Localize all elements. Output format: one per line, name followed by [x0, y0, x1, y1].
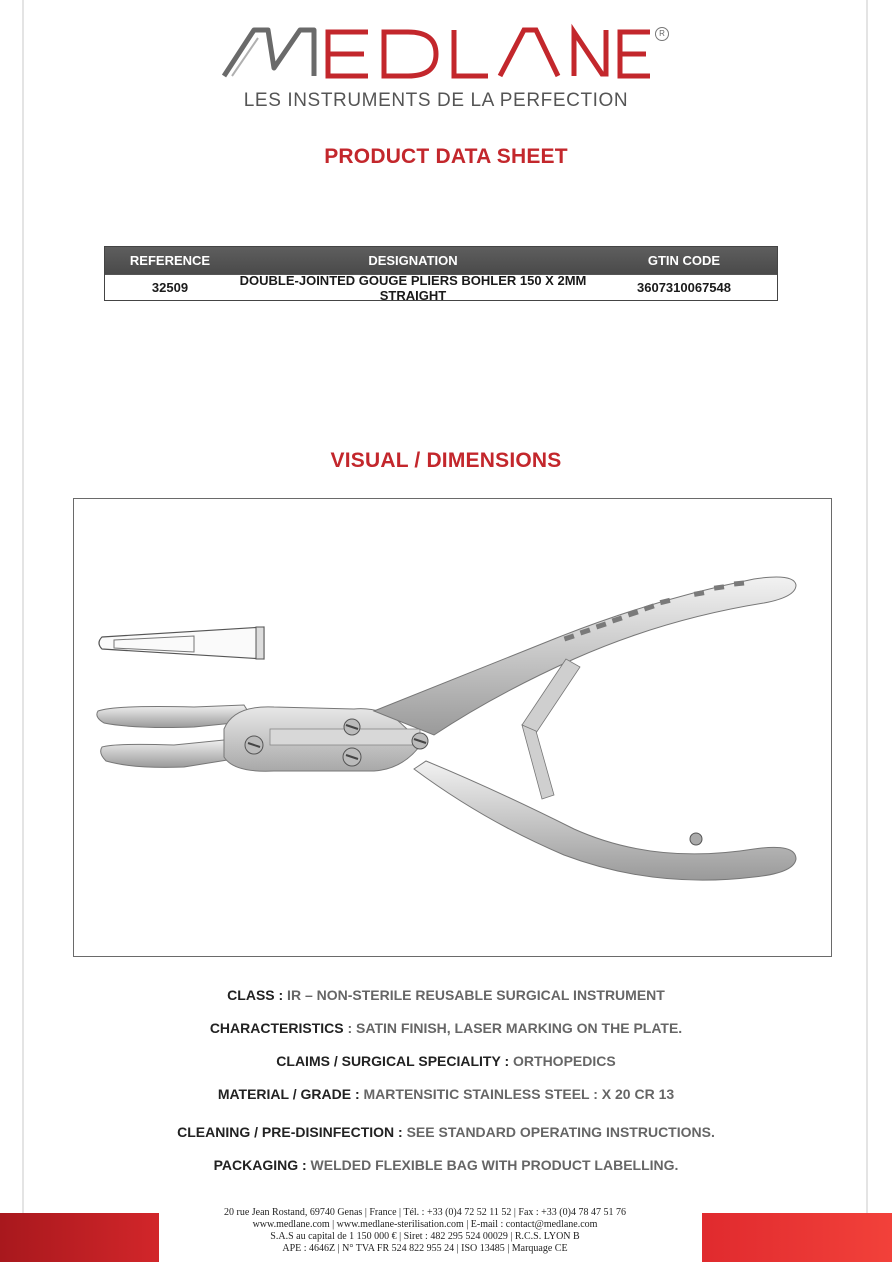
tip-detail-drawing — [99, 627, 264, 659]
cell-reference: 32509 — [151, 280, 189, 295]
spec-packaging-label: PACKAGING : — [213, 1157, 307, 1173]
cell-designation: DOUBLE-JOINTED GOUGE PLIERS BOHLER 150 X 2MM STRAIGHT — [239, 272, 587, 303]
product-data-sheet-title: PRODUCT DATA SHEET — [324, 145, 568, 168]
table-row — [105, 272, 777, 303]
header-designation: DESIGNATION — [368, 253, 458, 268]
registered-mark: R — [655, 27, 669, 41]
footer-address: 20 rue Jean Rostand, 69740 Genas | France | Tél. : +33 (0)4 72 52 11 52 | Fax : +33 (0)4 78 47 51 76 — [224, 1207, 626, 1218]
footer-red-bar-left — [0, 1213, 159, 1262]
spec-material-value: MARTENSITIC STAINLESS STEEL : X 20 CR 13 — [359, 1086, 675, 1102]
brand-tagline: LES INSTRUMENTS DE LA PERFECTION — [243, 90, 629, 111]
spec-characteristics — [0, 1020, 892, 1036]
spec-packaging — [0, 1157, 892, 1173]
spec-characteristics-label: CHARACTERISTICS — [209, 1020, 344, 1036]
header-reference: REFERENCE — [129, 253, 211, 268]
table-header-row — [105, 247, 777, 274]
footer-certifications: APE : 4646Z | N° TVA FR 524 822 955 24 | ISO 13485 | Marquage CE — [282, 1243, 568, 1254]
footer-web-links: www.medlane.com | www.medlane-sterilisation.com | E-mail : contact@medlane.com — [252, 1219, 598, 1230]
spec-claims — [0, 1053, 892, 1069]
spec-characteristics-value: : SATIN FINISH, LASER MARKING ON THE PLATE. — [343, 1020, 683, 1036]
gouge-pliers-illustration — [74, 499, 831, 956]
medlane-wordmark — [218, 18, 658, 88]
spec-cleaning — [0, 1124, 892, 1140]
footer-company-info — [200, 1207, 650, 1255]
page-margin-line-left — [22, 0, 24, 1262]
page-margin-line-right — [866, 0, 868, 1262]
reference-table — [104, 246, 778, 301]
spec-claims-value: ORTHOPEDICS — [509, 1053, 616, 1069]
product-visual-frame — [73, 498, 832, 957]
header-gtin-code: GTIN CODE — [647, 253, 721, 268]
spec-material-label: MATERIAL / GRADE : — [217, 1086, 360, 1102]
spec-cleaning-value: SEE STANDARD OPERATING INSTRUCTIONS. — [402, 1124, 715, 1140]
spec-cleaning-label: CLEANING / PRE-DISINFECTION : — [177, 1124, 403, 1140]
spec-class — [0, 987, 892, 1003]
spec-packaging-value: WELDED FLEXIBLE BAG WITH PRODUCT LABELLING. — [306, 1157, 679, 1173]
cell-gtin-code: 3607310067548 — [637, 280, 731, 295]
visual-dimensions-title: VISUAL / DIMENSIONS — [330, 449, 562, 472]
footer-legal-info: S.A.S au capital de 1 150 000 € | Siret : 482 295 524 00029 | R.C.S. LYON B — [270, 1231, 580, 1242]
spec-class-value: IR – NON-STERILE REUSABLE SURGICAL INSTRUMENT — [283, 987, 665, 1003]
spec-claims-label: CLAIMS / SURGICAL SPECIALITY : — [276, 1053, 510, 1069]
footer-red-bar-right — [702, 1213, 892, 1262]
spec-class-label: CLASS : — [227, 987, 284, 1003]
spec-material — [0, 1086, 892, 1102]
